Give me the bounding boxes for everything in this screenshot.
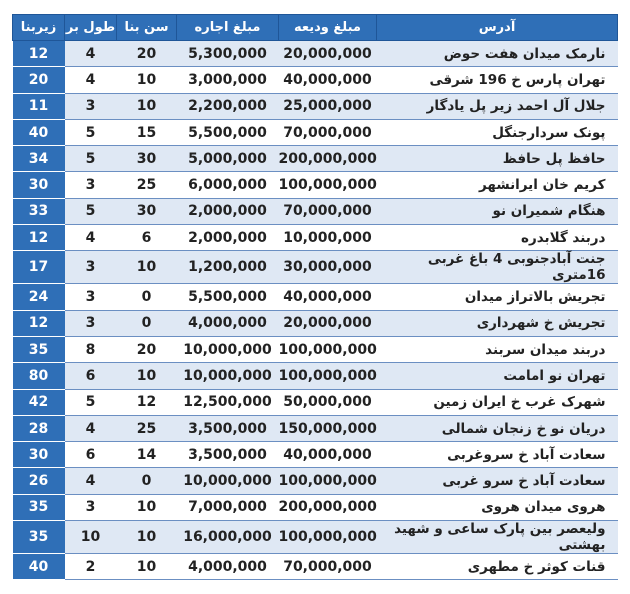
cell-deposit: 20,000,000 — [279, 41, 377, 67]
cell-deposit: 100,000,000 — [279, 468, 377, 494]
table-row — [13, 494, 618, 520]
cell-area: 12 — [13, 41, 65, 67]
cell-rent: 3,000,000 — [177, 67, 279, 93]
table-row — [13, 67, 618, 93]
table-row — [13, 554, 618, 580]
cell-rent: 5,500,000 — [177, 119, 279, 145]
cell-deposit: 40,000,000 — [279, 442, 377, 468]
header-age: سن بنا — [117, 15, 177, 41]
cell-rent: 7,000,000 — [177, 494, 279, 520]
cell-address: تجریش بالاتراز میدان — [377, 284, 618, 310]
cell-width: 5 — [65, 119, 117, 145]
cell-width: 10 — [65, 521, 117, 554]
cell-age: 10 — [117, 251, 177, 284]
table-body — [13, 41, 618, 580]
table-row — [13, 310, 618, 336]
table-row — [13, 251, 618, 284]
cell-age: 30 — [117, 146, 177, 172]
cell-rent: 4,000,000 — [177, 310, 279, 336]
cell-address: جنت آبادجنوبی 4 باغ غربی 16متری — [377, 251, 618, 284]
cell-width: 8 — [65, 336, 117, 362]
cell-deposit: 70,000,000 — [279, 119, 377, 145]
cell-area: 20 — [13, 67, 65, 93]
cell-rent: 1,200,000 — [177, 251, 279, 284]
table-row — [13, 93, 618, 119]
rental-table-container — [12, 14, 617, 580]
cell-age: 10 — [117, 554, 177, 580]
cell-address: تجریش خ شهرداری — [377, 310, 618, 336]
cell-rent: 10,000,000 — [177, 363, 279, 389]
cell-rent: 2,000,000 — [177, 225, 279, 251]
cell-width: 3 — [65, 172, 117, 198]
cell-area: 35 — [13, 336, 65, 362]
cell-age: 15 — [117, 119, 177, 145]
cell-age: 20 — [117, 336, 177, 362]
cell-width: 4 — [65, 67, 117, 93]
cell-age: 0 — [117, 310, 177, 336]
table-row — [13, 442, 618, 468]
cell-area: 28 — [13, 415, 65, 441]
header-address: آدرس — [377, 15, 618, 41]
cell-area: 42 — [13, 389, 65, 415]
cell-rent: 10,000,000 — [177, 468, 279, 494]
table-row — [13, 146, 618, 172]
table-header-row — [13, 15, 618, 41]
header-deposit: مبلغ ودیعه — [279, 15, 377, 41]
cell-age: 30 — [117, 198, 177, 224]
cell-rent: 2,200,000 — [177, 93, 279, 119]
cell-age: 25 — [117, 415, 177, 441]
cell-deposit: 100,000,000 — [279, 336, 377, 362]
cell-age: 20 — [117, 41, 177, 67]
cell-address: ولیعصر بین پارک ساعی و شهید بهشتی — [377, 521, 618, 554]
cell-area: 35 — [13, 521, 65, 554]
cell-age: 10 — [117, 93, 177, 119]
cell-address: جلال آل احمد زیر پل یادگار — [377, 93, 618, 119]
table-row — [13, 284, 618, 310]
cell-rent: 3,500,000 — [177, 415, 279, 441]
cell-rent: 4,000,000 — [177, 554, 279, 580]
cell-deposit: 40,000,000 — [279, 67, 377, 93]
cell-width: 4 — [65, 468, 117, 494]
cell-width: 5 — [65, 198, 117, 224]
cell-age: 0 — [117, 284, 177, 310]
cell-width: 2 — [65, 554, 117, 580]
cell-address: قنات کوثر خ مطهری — [377, 554, 618, 580]
cell-area: 26 — [13, 468, 65, 494]
cell-width: 3 — [65, 494, 117, 520]
cell-rent: 5,500,000 — [177, 284, 279, 310]
table-row — [13, 198, 618, 224]
table-row — [13, 468, 618, 494]
table-row — [13, 389, 618, 415]
table-row — [13, 415, 618, 441]
cell-deposit: 50,000,000 — [279, 389, 377, 415]
cell-address: نارمک میدان هفت حوض — [377, 41, 618, 67]
cell-width: 6 — [65, 363, 117, 389]
cell-address: تهران نو امامت — [377, 363, 618, 389]
cell-deposit: 150,000,000 — [279, 415, 377, 441]
cell-area: 33 — [13, 198, 65, 224]
table-row — [13, 521, 618, 554]
table-row — [13, 41, 618, 67]
cell-deposit: 200,000,000 — [279, 494, 377, 520]
header-rent: مبلغ اجاره — [177, 15, 279, 41]
cell-deposit: 25,000,000 — [279, 93, 377, 119]
cell-rent: 5,300,000 — [177, 41, 279, 67]
table-row — [13, 172, 618, 198]
cell-area: 12 — [13, 310, 65, 336]
cell-area: 80 — [13, 363, 65, 389]
cell-address: پونک سردارجنگل — [377, 119, 618, 145]
cell-age: 10 — [117, 521, 177, 554]
table-row — [13, 225, 618, 251]
cell-age: 0 — [117, 468, 177, 494]
cell-address: سعادت آباد خ سروغربی — [377, 442, 618, 468]
cell-area: 12 — [13, 225, 65, 251]
header-area: زیربنا — [13, 15, 65, 41]
cell-address: دریان نو خ زنجان شمالی — [377, 415, 618, 441]
cell-rent: 2,000,000 — [177, 198, 279, 224]
cell-age: 10 — [117, 494, 177, 520]
cell-width: 5 — [65, 146, 117, 172]
cell-area: 30 — [13, 172, 65, 198]
cell-width: 6 — [65, 442, 117, 468]
cell-address: شهرک غرب خ ایران زمین — [377, 389, 618, 415]
cell-area: 24 — [13, 284, 65, 310]
cell-width: 4 — [65, 415, 117, 441]
rental-listings-table — [12, 14, 618, 580]
cell-age: 6 — [117, 225, 177, 251]
cell-area: 34 — [13, 146, 65, 172]
cell-rent: 12,500,000 — [177, 389, 279, 415]
cell-deposit: 70,000,000 — [279, 198, 377, 224]
cell-address: سعادت آباد خ سرو غربی — [377, 468, 618, 494]
cell-rent: 10,000,000 — [177, 336, 279, 362]
cell-address: کریم خان ایرانشهر — [377, 172, 618, 198]
cell-rent: 3,500,000 — [177, 442, 279, 468]
cell-deposit: 200,000,000 — [279, 146, 377, 172]
cell-rent: 16,000,000 — [177, 521, 279, 554]
cell-rent: 6,000,000 — [177, 172, 279, 198]
cell-width: 4 — [65, 225, 117, 251]
cell-address: حافظ پل حافظ — [377, 146, 618, 172]
table-row — [13, 119, 618, 145]
cell-deposit: 100,000,000 — [279, 363, 377, 389]
cell-age: 10 — [117, 67, 177, 93]
cell-deposit: 10,000,000 — [279, 225, 377, 251]
cell-deposit: 100,000,000 — [279, 172, 377, 198]
cell-address: تهران پارس خ 196 شرقی — [377, 67, 618, 93]
cell-address: دربند میدان سربند — [377, 336, 618, 362]
cell-area: 17 — [13, 251, 65, 284]
cell-area: 40 — [13, 119, 65, 145]
cell-age: 12 — [117, 389, 177, 415]
cell-area: 40 — [13, 554, 65, 580]
cell-age: 10 — [117, 363, 177, 389]
cell-width: 3 — [65, 251, 117, 284]
header-width: طول بر — [65, 15, 117, 41]
cell-width: 4 — [65, 41, 117, 67]
cell-deposit: 40,000,000 — [279, 284, 377, 310]
cell-width: 3 — [65, 284, 117, 310]
cell-area: 30 — [13, 442, 65, 468]
cell-rent: 5,000,000 — [177, 146, 279, 172]
cell-address: هنگام شمیران نو — [377, 198, 618, 224]
cell-area: 11 — [13, 93, 65, 119]
cell-deposit: 20,000,000 — [279, 310, 377, 336]
cell-deposit: 30,000,000 — [279, 251, 377, 284]
cell-width: 5 — [65, 389, 117, 415]
cell-address: هروی میدان هروی — [377, 494, 618, 520]
cell-age: 25 — [117, 172, 177, 198]
cell-area: 35 — [13, 494, 65, 520]
cell-age: 14 — [117, 442, 177, 468]
cell-width: 3 — [65, 93, 117, 119]
cell-address: دربند گلابدره — [377, 225, 618, 251]
table-row — [13, 363, 618, 389]
cell-deposit: 70,000,000 — [279, 554, 377, 580]
table-row — [13, 336, 618, 362]
cell-width: 3 — [65, 310, 117, 336]
cell-deposit: 100,000,000 — [279, 521, 377, 554]
